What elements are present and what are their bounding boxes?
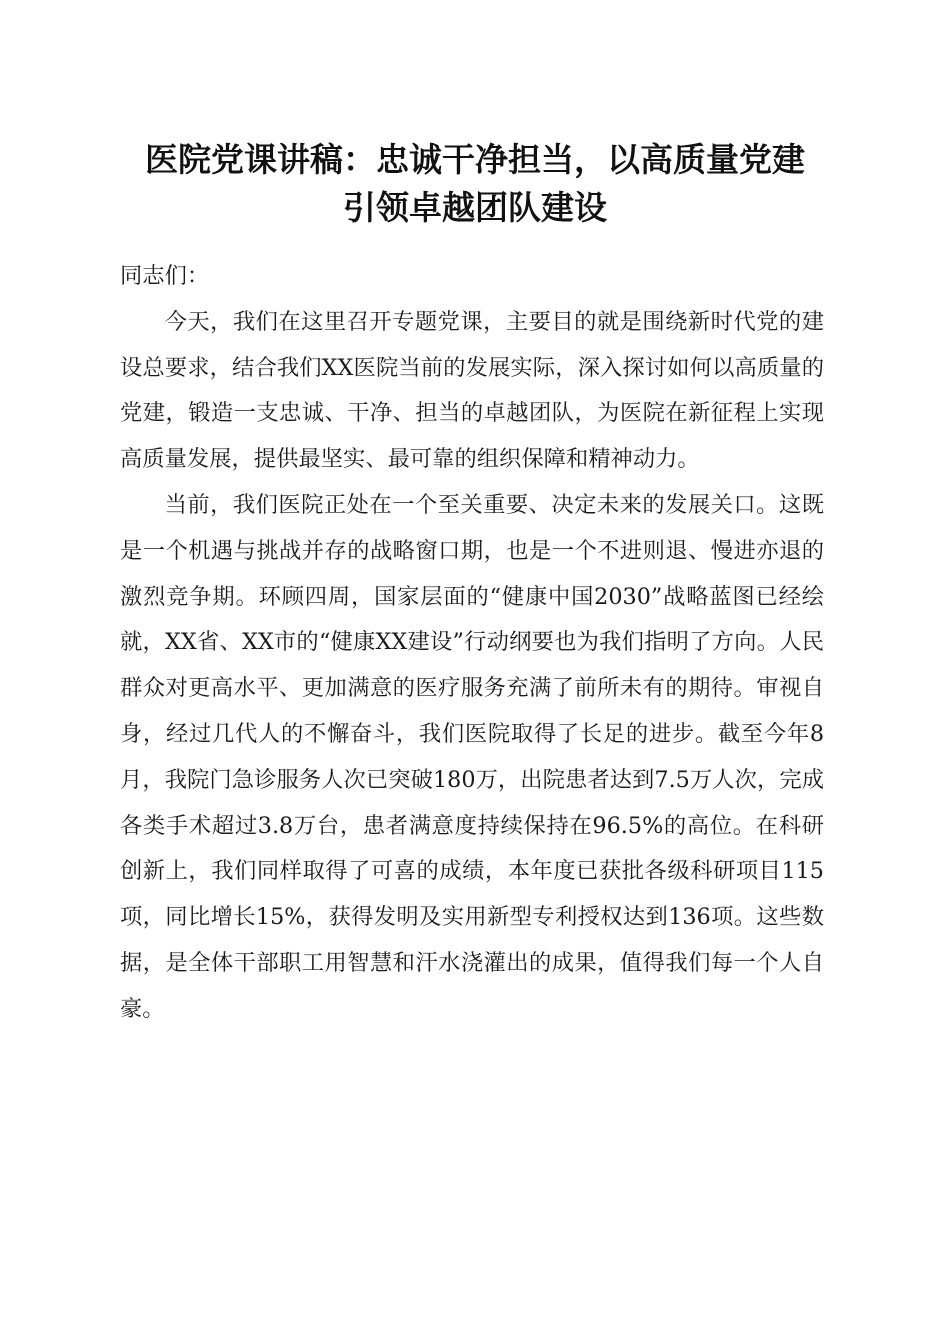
paragraph-intro: 今天，我们在这里召开专题党课，主要目的就是围绕新时代党的建设总要求，结合我们XX医院当前的发展实际，深入探讨如何以高质量的党建，锻造一支忠诚、干净、担当的卓越团队，为医院在新征程上实现高质量发展，提供最坚实、最可靠的组织保障和精神动力。	[120, 308, 824, 473]
document-body	[120, 254, 824, 1033]
salutation: 同志们：	[120, 263, 210, 289]
title-line-1: 医院党课讲稿：忠诚干净担当，以高质量党建	[145, 140, 805, 179]
title-line-2: 引领卓越团队建设	[343, 188, 607, 227]
document-title	[100, 136, 850, 232]
paragraph-current-situation: 当前，我们医院正处在一个至关重要、决定未来的发展关口。这既是一个机遇与挑战并存的战略窗口期，也是一个不进则退、慢进亦退的激烈竞争期。环顾四周，国家层面的“健康中国2030”战略蓝图已经绘就，XX省、XX市的“健康XX建设”行动纲要也为我们指明了方向。人民群众对更高水平、更加满意的医疗服务充满了前所未有的期待。审视自身，经过几代人的不懈奋斗，我们医院取得了长足的进步。截至今年8月，我院门急诊服务人次已突破180万，出院患者达到7.5万人次，完成各类手术超过3.8万台，患者满意度持续保持在96.5%的高位。在科研创新上，我们同样取得了可喜的成绩，本年度已获批各级科研项目115项，同比增长15%，获得发明及实用新型专利授权达到136项。这些数据，是全体干部职工用智慧和汗水浇灌出的成果，值得我们每一个人自豪。	[120, 491, 824, 1022]
